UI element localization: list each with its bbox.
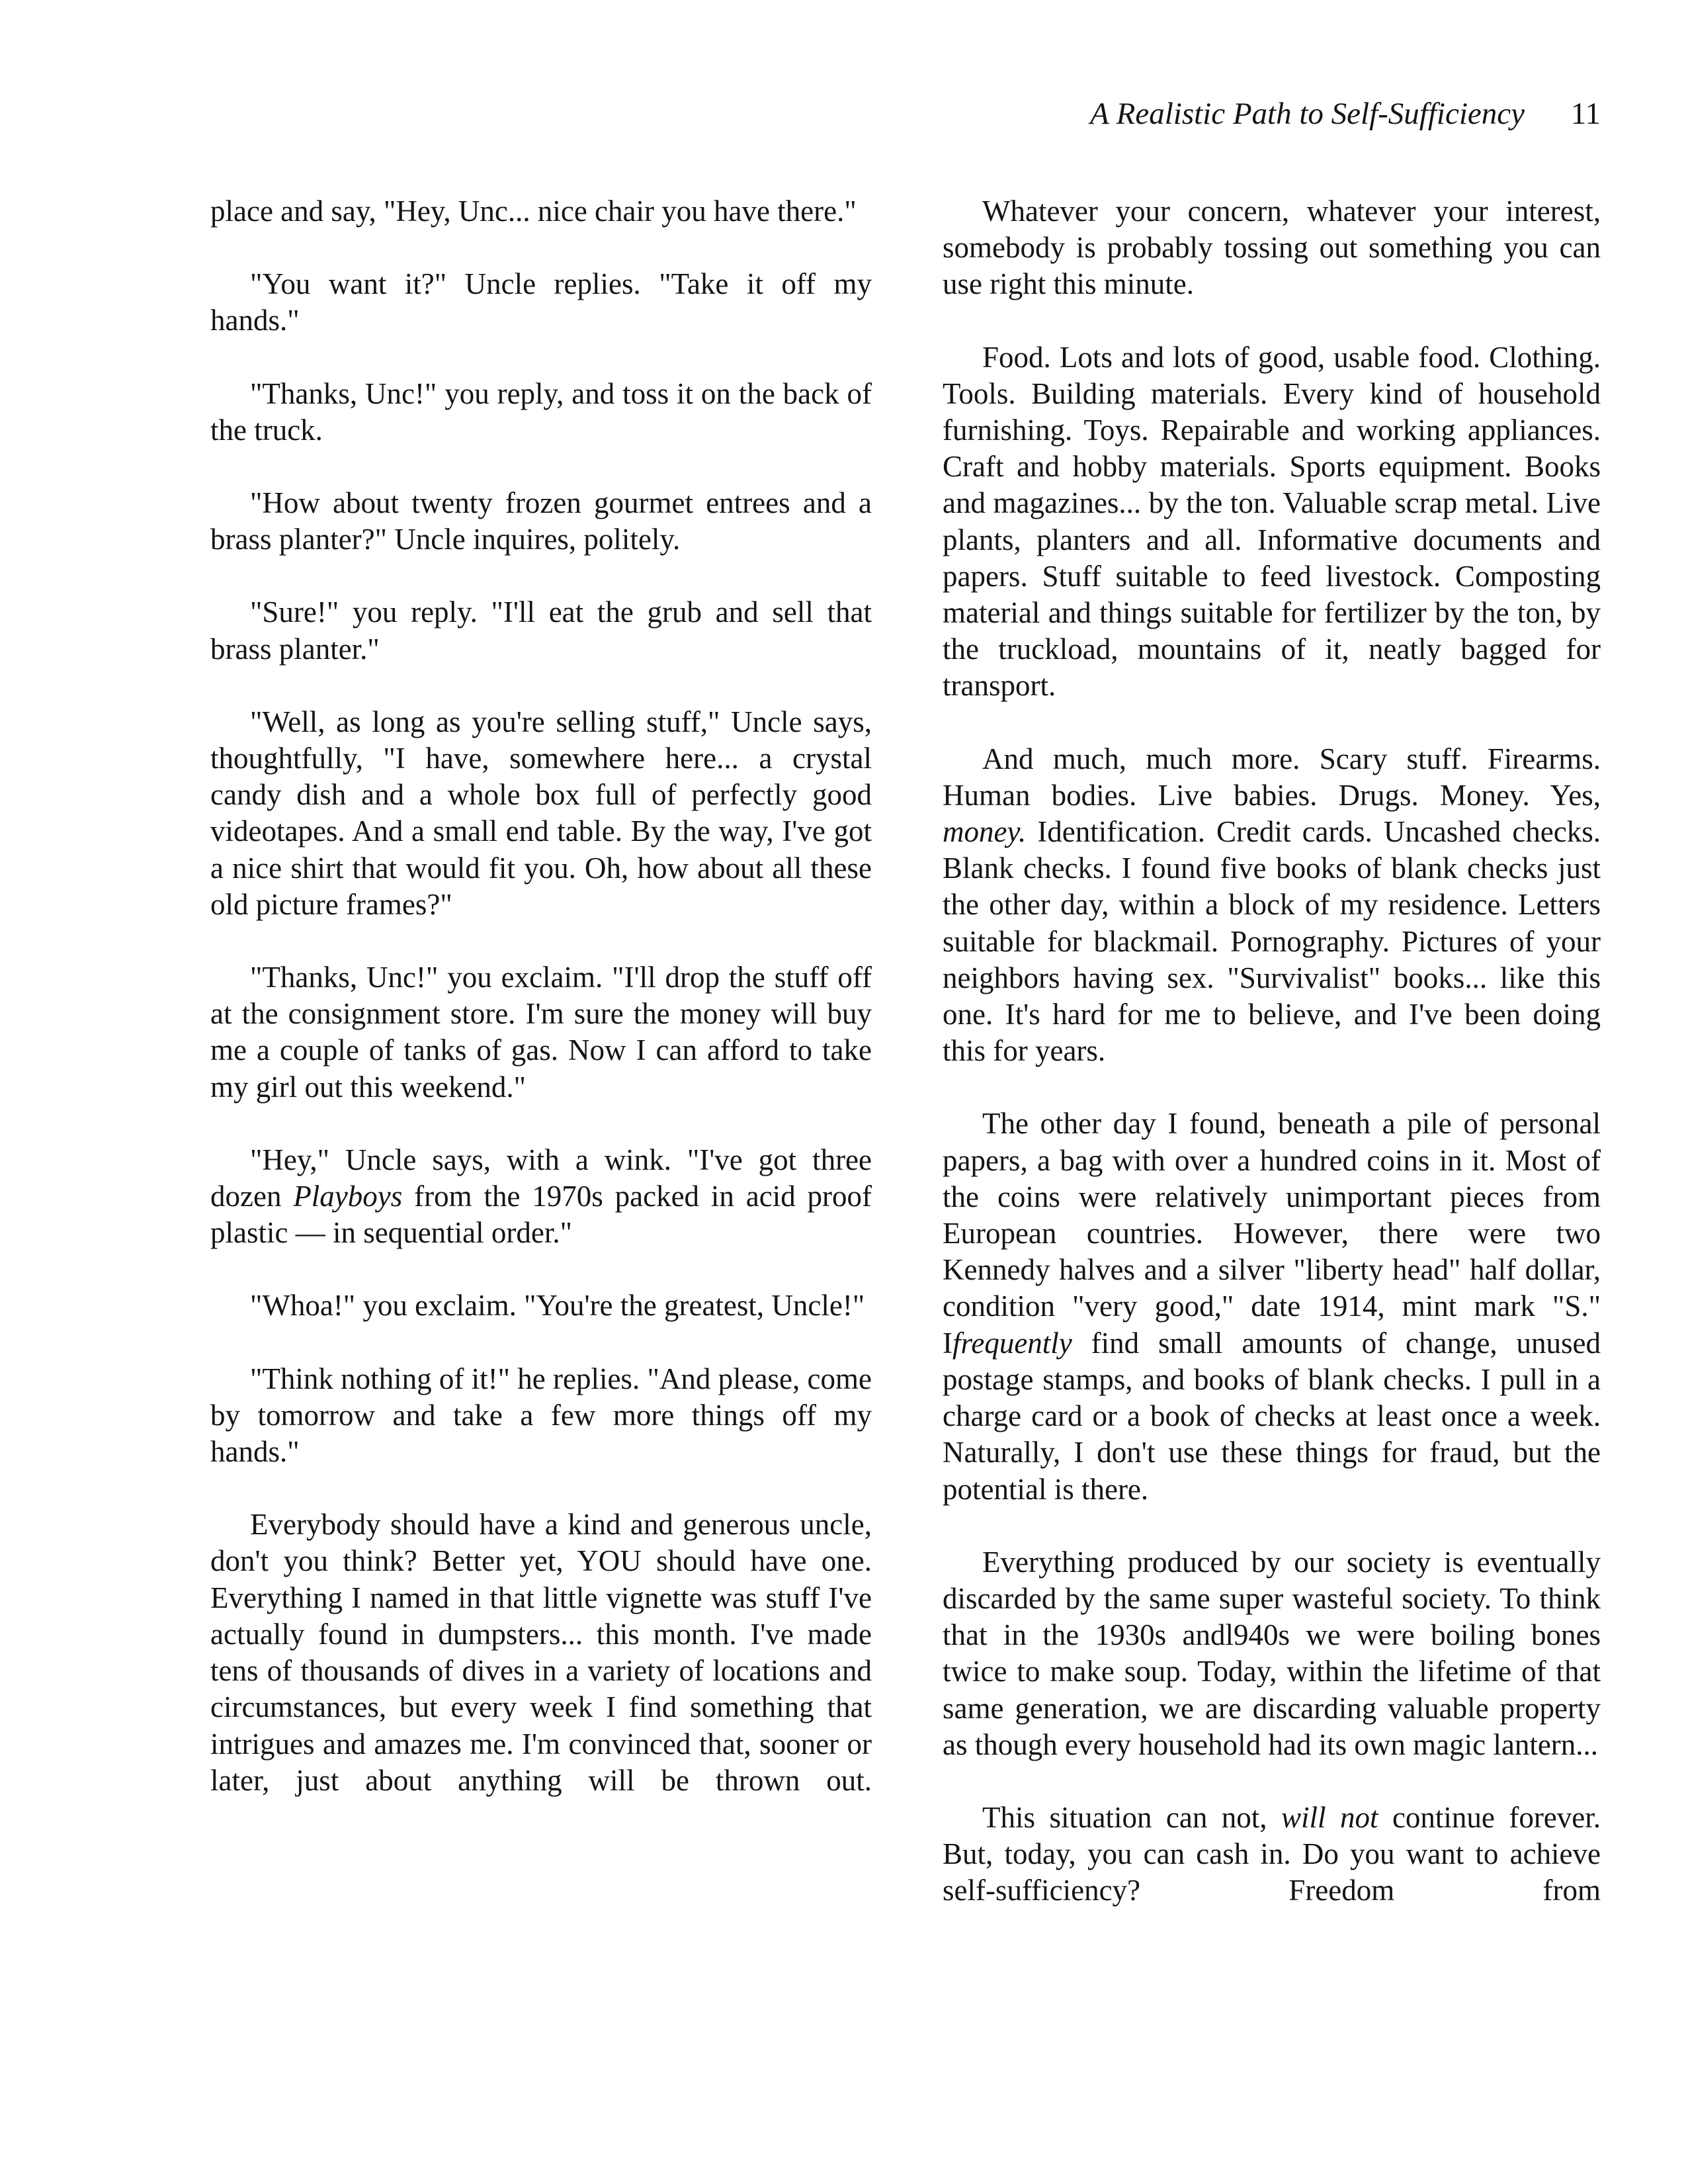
italic-emphasis: money. bbox=[943, 815, 1027, 849]
italic-title: Playboys bbox=[293, 1180, 403, 1213]
paragraph: "How about twenty frozen gourmet entrees and a brass planter?" Uncle inquires, politely. bbox=[210, 486, 872, 556]
text-run: This situation can not, bbox=[982, 1800, 1267, 1834]
running-head bbox=[1090, 94, 1601, 134]
text-run: Identification. Credit cards. Uncashed checks. Blank checks. I found five books of blank checks just the other day, within a block of my residence. Letters suitable for blackmail. Pornography. Pictures of your neighbors having sex. "Survivalist" books... like this one. It's hard for me to believe, and I've been doing this for years. bbox=[943, 815, 1601, 1068]
paragraph bbox=[943, 741, 1601, 1070]
paragraph bbox=[943, 1106, 1601, 1507]
paragraph: "Thanks, Unc!" you exclaim. "I'll drop the stuff off at the consignment store. I'm sure the money will buy me a couple of tanks of gas. Now I can afford to take my girl out this weekend." bbox=[210, 961, 872, 1104]
running-title: A Realistic Path to Self-Sufficiency bbox=[1090, 97, 1525, 131]
text-run: find small amounts of change, unused postage stamps, and books of blank checks. I pull in a charge card or a book of checks at least once a week. Naturally, I don't use these things for fraud, but the potential is there. bbox=[943, 1326, 1601, 1506]
text-run: The other day I found, beneath a pile of personal papers, a bag with over a hundred coins in it. Most of the coins were relatively unimportant pieces from European countries. However, there were two Kennedy halves and a silver "liberty head" half dollar, condition "very good," date 1914, mint mark "S." I bbox=[943, 1107, 1601, 1360]
paragraph: "Thanks, Unc!" you reply, and toss it on the back of the truck. bbox=[210, 376, 872, 447]
paragraph: "You want it?" Uncle replies. "Take it off my hands." bbox=[210, 267, 872, 337]
text-run: And much, much more. Scary stuff. Firearms. Human bodies. Live babies. Drugs. Money. Yes, bbox=[943, 742, 1601, 812]
paragraph: "Whoa!" you exclaim. "You're the greatest, Uncle!" bbox=[250, 1289, 865, 1323]
paragraph: place and say, "Hey, Unc... nice chair you have there." bbox=[210, 195, 857, 228]
italic-emphasis: frequently bbox=[952, 1326, 1072, 1360]
right-column bbox=[943, 193, 1601, 1946]
page-number: 11 bbox=[1570, 97, 1601, 131]
italic-emphasis: will not bbox=[1281, 1800, 1378, 1834]
text-run: continue forever. But, today, you can cash in. Do you want to achieve self-sufficiency? Freedom from bbox=[943, 1800, 1601, 1907]
text-run: from the 1970s packed in acid proof plastic — in sequential order." bbox=[210, 1180, 872, 1250]
text-run: "Hey," Uncle says, with a wink. "I've got three dozen bbox=[210, 1143, 872, 1213]
paragraph: Everything produced by our society is eventually discarded by the same super wasteful society. To think that in the 1930s andl940s we were boiling bones twice to make soup. Today, within the lifetime of that same generation, we are discarding valuable property as though every household had its own magic lantern... bbox=[943, 1545, 1601, 1761]
paragraph: Whatever your concern, whatever your interest, somebody is probably tossing out something you can use right this minute. bbox=[943, 195, 1601, 301]
left-column bbox=[210, 193, 872, 1835]
paragraph bbox=[210, 1142, 872, 1252]
paragraph: "Sure!" you reply. "I'll eat the grub and sell that brass planter." bbox=[210, 595, 872, 666]
paragraph: Food. Lots and lots of good, usable food. Clothing. Tools. Building materials. Every kind of household furnishing. Toys. Repairable and working appliances. Craft and hobby materials. Sports equipment. Books and magazines... by the ton. Valuable scrap metal. Live plants, planters and all. Informative documents and papers. Stuff suitable to feed livestock. Composting material and things suitable for fertilizer by the ton, by the truckload, mountains of it, neatly bagged for transport. bbox=[943, 340, 1601, 703]
paragraph: "Well, as long as you're selling stuff," Uncle says, thoughtfully, "I have, somewhere here... a crystal candy dish and a whole box full of perfectly good videotapes. And a small end table. By the way, I've got a nice shirt that would fit you. Oh, how about all these old picture frames?" bbox=[210, 705, 872, 921]
paragraph: "Think nothing of it!" he replies. "And please, come by tomorrow and take a few more things off my hands." bbox=[210, 1362, 872, 1469]
paragraph bbox=[943, 1800, 1601, 1909]
paragraph: Everybody should have a kind and generous uncle, don't you think? Better yet, YOU should have one. Everything I named in that little vignette was stuff I've actually found in dumpsters... this month. I've made tens of thousands of dives in a variety of locations and circumstances, but every week I find something that intrigues and amazes me. I'm convinced that, sooner or later, just about anything will be thrown out. bbox=[210, 1508, 872, 1797]
